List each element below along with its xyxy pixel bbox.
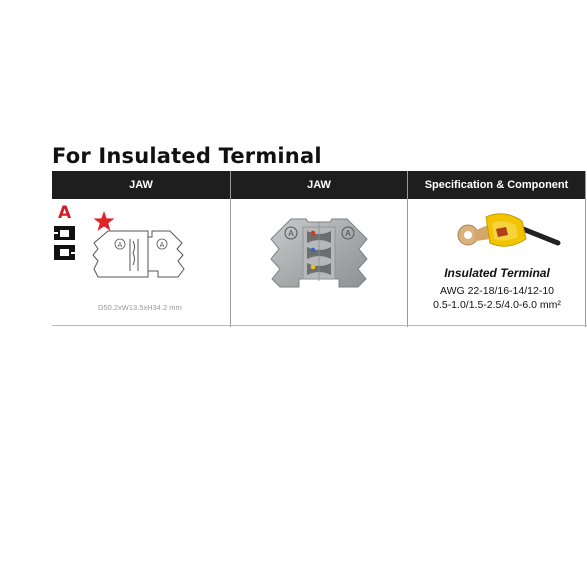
specification-cell — [408, 199, 586, 325]
jaw-photo — [231, 199, 407, 325]
header-jaw-drawing: JAW — [52, 171, 230, 199]
yellow-dot — [311, 265, 316, 270]
awg-range: AWG 22-18/16-14/12-10 — [439, 285, 554, 297]
jaw-dimensions: D50.2xW13.5xH34.2 mm — [98, 303, 182, 312]
red-dot — [311, 231, 316, 236]
component-name: Insulated Terminal — [444, 266, 550, 280]
die-marking: A — [117, 242, 123, 249]
header-jaw-photo: JAW — [231, 171, 407, 199]
section-title: For Insulated Terminal — [52, 144, 322, 168]
jaw-profile-icon — [54, 226, 75, 260]
jaw-table — [52, 171, 587, 327]
row-divider — [52, 325, 587, 326]
jaw-drawing-cell — [52, 199, 230, 325]
mm2-range: 0.5-1.0/1.5-2.5/4.0-6.0 mm² — [433, 299, 561, 311]
jaw-outline-drawing — [93, 231, 184, 277]
die-marking: A — [159, 242, 165, 249]
star-icon — [94, 211, 115, 231]
die-marking: A — [288, 229, 294, 238]
jaw-photo-cell — [231, 199, 407, 325]
die-marking: A — [345, 229, 351, 238]
jaw-code: A — [58, 203, 72, 223]
header-specification: Specification & Component — [408, 171, 585, 199]
blue-dot — [311, 248, 316, 253]
terminal-image — [408, 199, 586, 269]
